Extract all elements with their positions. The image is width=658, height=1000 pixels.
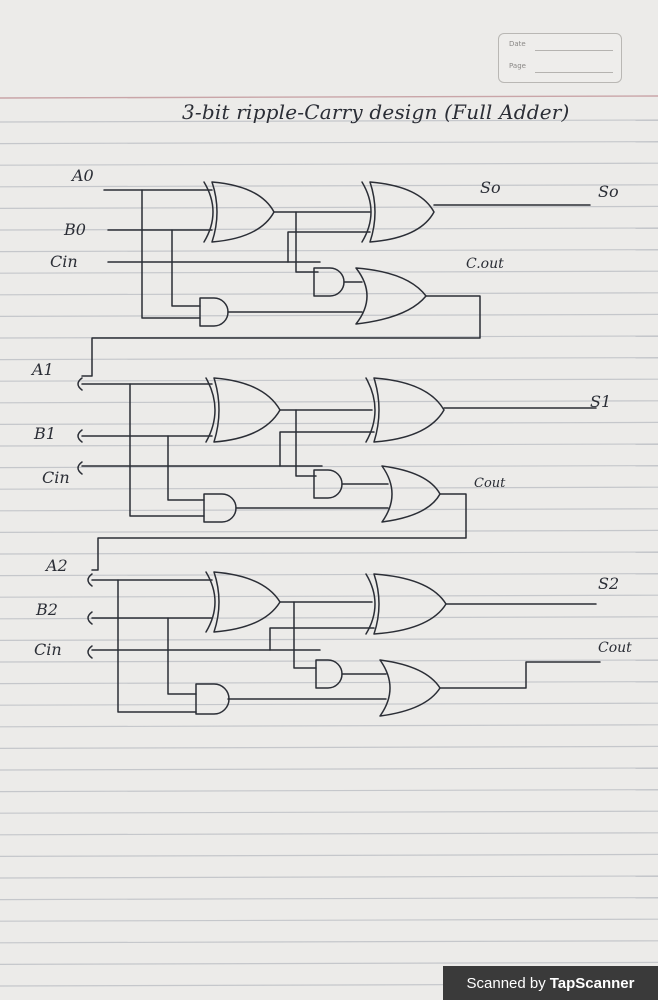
scanner-watermark xyxy=(443,966,658,1000)
label-sum-2: S2 xyxy=(598,574,620,593)
ruled-line xyxy=(0,833,658,835)
ruled-line xyxy=(0,228,658,230)
ruled-line xyxy=(0,358,658,360)
ruled-line xyxy=(0,919,658,921)
xor-gate xyxy=(206,378,280,442)
label-b0: B0 xyxy=(64,220,86,239)
ruled-line xyxy=(0,422,658,424)
page-line xyxy=(535,72,613,73)
ruled-line xyxy=(0,293,658,295)
ruled-line xyxy=(0,768,658,770)
and-gate xyxy=(204,494,236,522)
ruled-line xyxy=(0,163,658,165)
stage-1 xyxy=(78,378,596,570)
ruled-line xyxy=(0,530,658,532)
ruled-line xyxy=(0,379,658,381)
ruled-line xyxy=(0,790,658,792)
label-sum-mid-0: So xyxy=(480,178,501,197)
brand-name: TapScanner xyxy=(549,974,635,992)
and-gate xyxy=(200,298,228,326)
label-a2: A2 xyxy=(46,556,68,575)
ruled-line xyxy=(0,682,658,684)
label-sum-1: S1 xyxy=(590,392,612,411)
ruled-line xyxy=(0,271,658,273)
ruled-line xyxy=(0,638,658,640)
ruled-line xyxy=(0,487,658,489)
ruled-line xyxy=(0,703,658,705)
label-carry-2: Cout xyxy=(598,640,632,656)
scanned-by-text: Scanned by xyxy=(466,974,546,992)
label-cin-1: Cin xyxy=(42,468,70,487)
ruled-line xyxy=(0,401,658,403)
ruled-line xyxy=(0,725,658,727)
label-b1: B1 xyxy=(34,424,56,443)
page-title: 3-bit ripple-Carry design (Full Adder) xyxy=(182,100,570,124)
stage-2 xyxy=(88,572,600,716)
stage-0 xyxy=(82,182,590,376)
ruled-line xyxy=(0,250,658,252)
label-a1: A1 xyxy=(32,360,54,379)
label-cin-2: Cin xyxy=(34,640,62,659)
xor-gate xyxy=(206,572,280,632)
ruled-line xyxy=(0,444,658,446)
ruled-line xyxy=(0,595,658,597)
ruled-line xyxy=(0,574,658,576)
ruled-line xyxy=(0,185,658,187)
page-label: Page xyxy=(509,62,526,70)
date-label: Date xyxy=(509,40,526,48)
ruled-line xyxy=(0,962,658,964)
xor-gate xyxy=(362,182,434,242)
ruled-line xyxy=(0,142,658,144)
and-gate xyxy=(196,684,229,714)
and-gate xyxy=(316,660,342,688)
ruled-line xyxy=(0,941,658,943)
date-line xyxy=(535,50,613,51)
date-page-box xyxy=(498,33,622,83)
ruled-line xyxy=(0,898,658,900)
or-gate xyxy=(382,466,440,522)
margin-line xyxy=(0,96,658,98)
ruled-line xyxy=(0,314,658,316)
ruled-line xyxy=(0,206,658,208)
xor-gate xyxy=(204,182,274,242)
xor-gate xyxy=(366,574,446,634)
label-a0: A0 xyxy=(72,166,94,185)
label-b2: B2 xyxy=(36,600,58,619)
ruled-line xyxy=(0,746,658,748)
label-carry-0: C.out xyxy=(466,256,504,272)
or-gate xyxy=(380,660,440,716)
ruled-line xyxy=(0,811,658,813)
circuit xyxy=(78,182,600,716)
label-carry-1: Cout xyxy=(474,476,506,491)
ruled-line xyxy=(0,509,658,511)
label-sum-0: So xyxy=(598,182,619,201)
ruled-line xyxy=(0,876,658,878)
xor-gate xyxy=(366,378,444,442)
and-gate xyxy=(314,470,342,498)
label-cin-0: Cin xyxy=(50,252,78,271)
ruled-line xyxy=(0,854,658,856)
